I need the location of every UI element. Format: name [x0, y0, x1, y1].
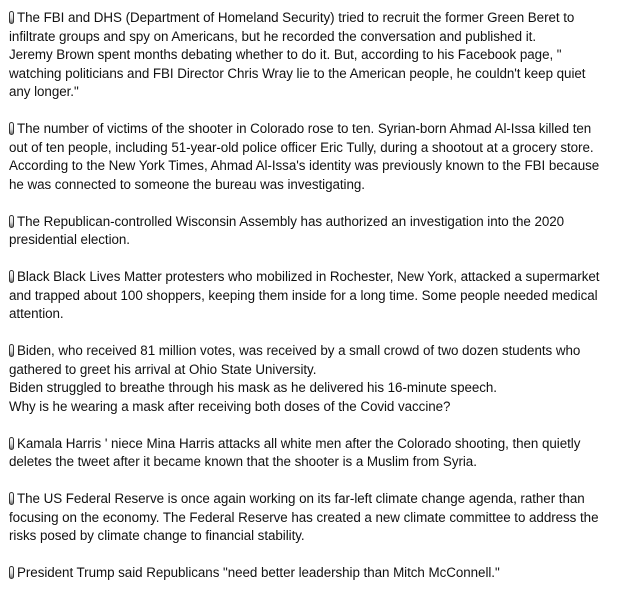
- news-item-line: [9, 9, 625, 28]
- news-item-line: out of ten people, including 51-year-old police officer Eric Tully, during a shootout at a grocery store.: [9, 139, 594, 155]
- news-item: [9, 342, 625, 416]
- news-item-line: any longer.": [9, 84, 79, 99]
- news-item-line: and trapped about 100 shoppers, keeping them inside for a long time. Some people needed medical: [9, 287, 598, 303]
- news-item-line: Jeremy Brown spent months debating whether to do it. But, according to his Facebook page, ": [9, 47, 562, 62]
- news-item-line: gathered to greet his arrival at Ohio State University.: [9, 361, 317, 377]
- news-item-text: The number of victims of the shooter in Colorado rose to ten. Syrian-born Ahmad Al-Issa killed ten: [17, 121, 592, 136]
- capsule-bullet-icon: [9, 215, 14, 228]
- news-item: [9, 490, 625, 546]
- capsule-bullet-icon: [9, 492, 14, 505]
- news-item-line: infiltrate groups and spy on Americans, but he recorded the conversation and published it.: [9, 28, 536, 44]
- news-item-line: [9, 490, 625, 509]
- news-item-line: [9, 342, 625, 361]
- news-item-line: watching politicians and FBI Director Chris Wray lie to the American people, he couldn't keep quiet: [9, 65, 586, 81]
- news-item-line: presidential election.: [9, 232, 130, 247]
- news-item-line: [9, 120, 625, 139]
- news-item: [9, 120, 625, 194]
- news-item-text: The US Federal Reserve is once again working on its far-left climate change agenda, rather than: [17, 491, 585, 506]
- capsule-bullet-icon: [9, 437, 14, 450]
- news-item-line: [9, 564, 625, 583]
- news-item-text: Biden, who received 81 million votes, was received by a small crowd of two dozen students who: [17, 343, 581, 358]
- news-item-line: he was connected to someone the bureau was investigating.: [9, 176, 365, 192]
- news-item-line: Biden struggled to breathe through his mask as he delivered his 16-minute speech.: [9, 380, 497, 395]
- news-document: [9, 9, 625, 601]
- news-item-line: [9, 213, 625, 232]
- capsule-bullet-icon: [9, 11, 14, 24]
- news-item-text: The FBI and DHS (Department of Homeland Security) tried to recruit the former Green Beret to: [17, 10, 575, 25]
- news-item-line: [9, 268, 625, 287]
- news-item: [9, 564, 625, 583]
- news-item-text: President Trump said Republicans "need better leadership than Mitch McConnell.": [17, 565, 500, 580]
- news-item-line: Why is he wearing a mask after receiving both doses of the Covid vaccine?: [9, 398, 451, 414]
- capsule-bullet-icon: [9, 344, 14, 357]
- capsule-bullet-icon: [9, 122, 14, 135]
- news-item-text: Kamala Harris ' niece Mina Harris attacks all white men after the Colorado shooting, then quietly: [17, 435, 581, 451]
- news-item: [9, 268, 625, 324]
- news-item: [9, 435, 625, 472]
- news-item-line: deletes the tweet after it became known that the shooter is a Muslim from Syria.: [9, 454, 477, 469]
- news-item-text: Black Black Lives Matter protesters who mobilized in Rochester, New York, attacked a supermarket: [17, 269, 600, 284]
- news-item: [9, 213, 625, 250]
- capsule-bullet-icon: [9, 566, 14, 579]
- news-item: [9, 9, 625, 102]
- news-item-line: According to the New York Times, Ahmad Al-Issa's identity was previously known to the FBI because: [9, 158, 600, 173]
- news-item-line: risks posed by climate change to financial stability.: [9, 528, 305, 543]
- news-item-line: [9, 435, 625, 454]
- news-item-line: focusing on the economy. The Federal Reserve has created a new climate committee to address the: [9, 509, 599, 525]
- capsule-bullet-icon: [9, 270, 14, 283]
- news-item-text: The Republican-controlled Wisconsin Assembly has authorized an investigation into the 2020: [17, 213, 565, 229]
- news-item-line: attention.: [9, 306, 64, 321]
